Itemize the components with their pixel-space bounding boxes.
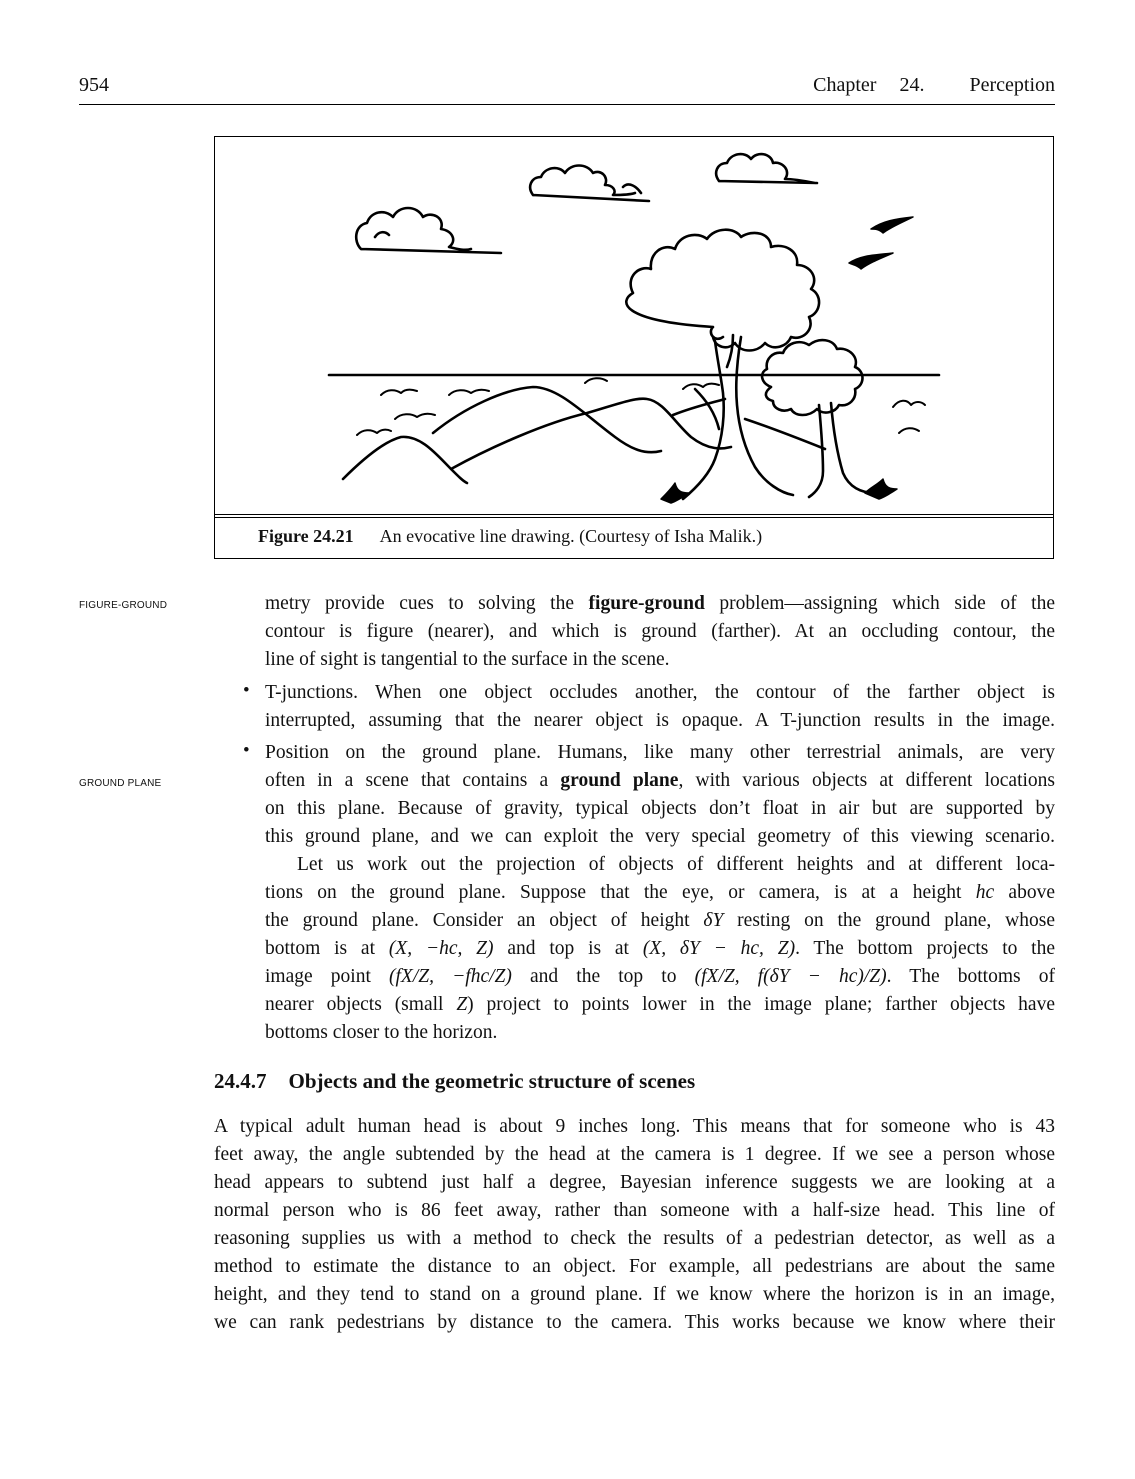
para2-line7: bottoms closer to the horizon.: [265, 1022, 498, 1043]
bullet-gp-line2: often in a scene that contains a ground plane, with various objects at different locations: [265, 770, 1055, 791]
chapter-title: Perception: [969, 74, 1055, 96]
line-drawing: [215, 137, 1055, 514]
term-figure-ground: figure-ground: [588, 593, 705, 614]
bullet-gp-line1: Position on the ground plane. Humans, like many other terrestrial animals, are very: [265, 742, 1055, 763]
bullet-gp-line4: this ground plane, and we can exploit the very special geometry of this viewing scenario.: [265, 826, 1055, 847]
section-heading: [214, 1069, 695, 1094]
math-hc: hc: [975, 882, 995, 903]
bullet-gp-line3: on this plane. Because of gravity, typical objects don’t float in air but are supported by: [265, 798, 1055, 819]
hill-back: [433, 387, 661, 452]
big-tree-icon: [626, 230, 819, 499]
figure-box: [214, 136, 1054, 559]
cloud-center-icon: [530, 166, 649, 202]
ground-line: [673, 399, 725, 415]
grass-left-icon: [661, 483, 689, 503]
para1-line2: contour is figure (nearer), and which is ground (farther). At an occluding contour, the: [265, 621, 1055, 642]
small-tree-icon: [762, 340, 875, 497]
bullet-tj-line2: interrupted, assuming that the nearer object is opaque. A T-junction results in the image.: [265, 710, 1055, 731]
para2-line5: image point (fX/Z, −fhc/Z) and the top to (fX/Z, f(δY − hc)/Z). The bottoms of: [265, 966, 1055, 987]
term-ground-plane: ground plane: [560, 770, 679, 791]
bird-upper-icon: [871, 217, 913, 233]
page-header: [79, 74, 1055, 102]
para3-line3: head appears to subtend just half a degree, Bayesian inference suggests we are looking at a: [214, 1172, 1055, 1193]
math-z: Z: [456, 994, 468, 1015]
header-rule: [79, 104, 1055, 105]
figure-caption: [258, 526, 762, 547]
para1-line3: line of sight is tangential to the surface in the scene.: [265, 649, 670, 670]
para3-line8: we can rank pedestrians by distance to the camera. This works because we know where their: [214, 1312, 1055, 1333]
para1-line1: metry provide cues to solving the figure-ground problem—assigning which side of the: [265, 593, 1055, 614]
math-bottom-point: (X, −hc, Z): [388, 938, 494, 959]
caption-rule-top: [215, 514, 1053, 515]
section-number: 24.4.7: [214, 1069, 267, 1093]
para3-line1: A typical adult human head is about 9 inches long. This means that for someone who is 43: [214, 1116, 1055, 1137]
para2-line1: Let us work out the projection of objects of different heights and at different loca-: [297, 854, 1055, 875]
ground-line-right: [745, 419, 825, 449]
math-delta-y: δY: [703, 910, 724, 931]
grass-right-icon: [865, 479, 897, 499]
page-number: 954: [79, 74, 109, 96]
para3-line4: normal person who is 86 feet away, rather than someone with a half-size head. This line of: [214, 1200, 1055, 1221]
figure-caption-text: An evocative line drawing. (Courtesy of Isha Malik.): [379, 526, 763, 546]
chapter-word: Chapter: [813, 74, 877, 96]
chapter-number: 24.: [899, 74, 925, 96]
bird-lower-icon: [849, 253, 893, 269]
math-top-point: (X, δY − hc, Z): [642, 938, 796, 959]
para3-line6: method to estimate the distance to an object. For example, all pedestrians are about the same: [214, 1256, 1055, 1277]
hill-front: [451, 469, 467, 483]
para2-line6: nearer objects (small Z) project to points lower in the image plane; farther objects have: [265, 994, 1055, 1015]
para2-line4: bottom is at (X, −hc, Z) and top is at (X, δY − hc, Z). The bottom projects to the: [265, 938, 1056, 959]
margin-note-figure-ground: FIGURE-GROUND: [79, 600, 168, 611]
hill-middle: [343, 399, 731, 479]
figure-label: Figure 24.21: [258, 526, 354, 546]
margin-note-ground-plane: GROUND PLANE: [79, 778, 162, 789]
para2-line2: tions on the ground plane. Suppose that the eye, or camera, is at a height hc above: [265, 882, 1055, 903]
bullet-tj-line1: T-junctions. When one object occludes another, the contour of the farther object is: [265, 682, 1055, 703]
caption-rule-bottom: [215, 517, 1053, 518]
math-bottom-projection: (fX/Z, −fhc/Z): [389, 966, 512, 987]
para3-line5: reasoning supplies us with a method to check the results of a pedestrian detector, as well as a: [214, 1228, 1055, 1249]
para3-line7: height, and they tend to stand on a ground plane. If we know where the horizon is in an image,: [214, 1284, 1055, 1305]
bullet-dot-icon: •: [243, 740, 250, 761]
bullet-dot-icon: •: [243, 680, 250, 701]
section-title: Objects and the geometric structure of scenes: [288, 1069, 696, 1093]
cloud-left-icon: [356, 208, 501, 253]
math-top-projection: (fX/Z, f(δY − hc)/Z): [694, 966, 887, 987]
para3-line2: feet away, the angle subtended by the head at the camera is 1 degree. If we see a person whose: [214, 1144, 1055, 1165]
para2-line3: the ground plane. Consider an object of height δY resting on the ground plane, whose: [265, 910, 1055, 931]
running-head: [813, 74, 1055, 97]
cloud-right-icon: [716, 154, 817, 183]
